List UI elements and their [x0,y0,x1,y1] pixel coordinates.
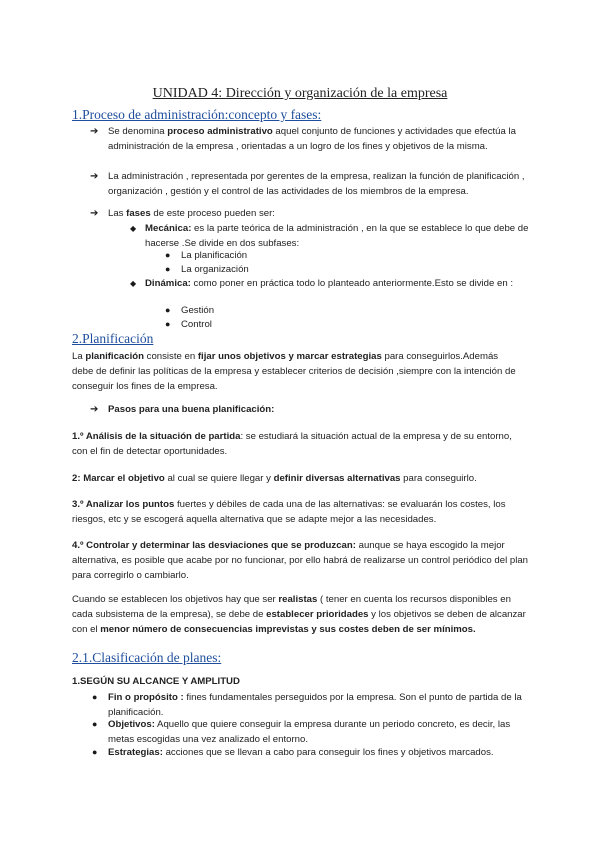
dot-bullet-icon: ● [92,692,98,702]
dot-bullet-icon: ● [165,319,171,329]
section-2-heading: 2.Planificación [72,331,154,346]
arrow-bullet-icon: ➔ [90,171,99,182]
arrow-bullet-icon: ➔ [90,404,99,415]
dot-bullet-icon: ● [165,264,171,274]
list-item: Objetivos: Aquello que quiere conseguir la empresa durante un periodo concreto, es decir, las metas escogidas una vez analizado el entorno. [108,719,511,745]
fase-mecanica: Mecánica: es la parte teórica de la administración , en la que se establece lo que debe de hacerse .Se divide en dos subfases: [145,223,529,249]
paragraph-fases: Las fases de este proceso pueden ser: [108,208,275,219]
diamond-bullet-icon: ◆ [130,224,137,233]
list-item: La planificación [181,250,248,261]
dot-bullet-icon: ● [165,305,171,315]
paso-4: 4.º Controlar y determinar las desviaciones que se produzcan: aunque se haya escogido la mejor alternativa, es posible que acabe por no funcionar, por ello habrá de realizarse un control periódico del plan para corregirlo o cambiarlo. [72,540,528,581]
dot-bullet-icon: ● [165,250,171,260]
fase-dinamica: Dinámica: como poner en práctica todo lo planteado anteriormente.Esto se divide en : [145,278,513,289]
list-item: Gestión [181,305,215,316]
paragraph-administracion: La administración , representada por gerentes de la empresa, realizan la función de planificación , organización , gestión y el control de las actividades de los miembros de la empresa. [108,171,525,197]
document-title: UNIDAD 4: Dirección y organización de la empresa [152,86,448,101]
paso-2: 2: Marcar el objetivo al cual se quiere llegar y definir diversas alternativas para conseguirlo. [72,473,477,484]
subsection-heading: 1.SEGÚN SU ALCANCE Y AMPLITUD [72,676,240,687]
paragraph-planificacion: La planificación consiste en fijar unos objetivos y marcar estrategias para conseguirlos.Además debe de definir las políticas de la empresa y establecer criterios de decisión ,siempre con la intención de conseguir los fines de la empresa. [72,351,516,392]
paso-3: 3.º Analizar los puntos fuertes y débiles de cada una de las alternativas: se evaluarán los costes, los riesgos, etc y se escogerá aquella alternativa que se adapte mejor a las necesidades. [72,499,506,525]
dot-bullet-icon: ● [92,747,98,757]
paragraph-objetivos: Cuando se establecen los objetivos hay que ser realistas ( tener en cuenta los recursos disponibles en cada subsistema de la empresa), se debe de establecer prioridades y los objetivos se deben de alcanzar con el menor número de consecuencias imprevistas y sus costes deben de ser mínimos. [72,594,526,635]
section-2-1-heading: 2.1.Clasificación de planes: [72,650,222,665]
paso-1: 1.º Análisis de la situación de partida: se estudiará la situación actual de la empresa y de su entorno, con el fin de detectar oportunidades. [72,431,512,457]
arrow-bullet-icon: ➔ [90,126,99,137]
list-item: La organización [181,264,249,275]
paragraph-proceso: Se denomina proceso administrativo aquel conjunto de funciones y actividades que efectúa la administración de la empresa , orientadas a un logro de los fines y objetivos de la misma. [108,126,516,152]
list-item: Fin o propósito : fines fundamentales perseguidos por la empresa. Son el punto de partida de la planificación. [108,692,522,718]
dot-bullet-icon: ● [92,719,98,729]
section-1-heading: 1.Proceso de administración:concepto y fases: [72,107,322,122]
arrow-bullet-icon: ➔ [90,208,99,219]
list-item: Control [181,319,212,330]
list-item: Estrategias: acciones que se llevan a cabo para conseguir los fines y objetivos marcados. [108,747,494,758]
diamond-bullet-icon: ◆ [130,279,137,288]
pasos-heading: Pasos para una buena planificación: [108,404,275,415]
